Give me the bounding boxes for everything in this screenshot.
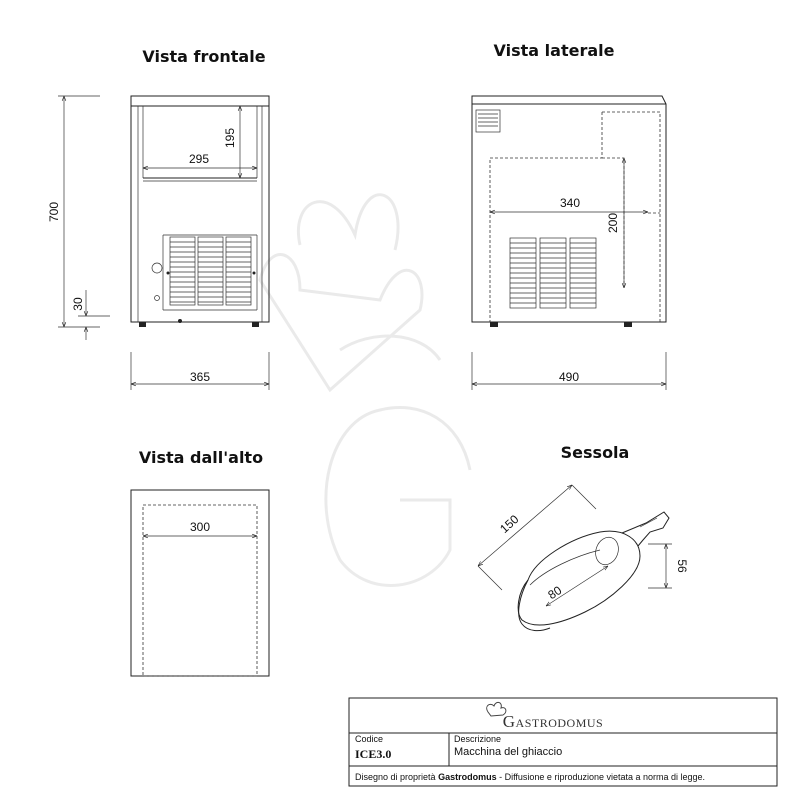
footer-prefix: Disegno di proprietà	[355, 772, 439, 782]
description-value: Macchina del ghiaccio	[454, 746, 563, 758]
footer-brand: Gastrodomus	[438, 772, 497, 782]
side-top-vent	[476, 110, 500, 132]
scoop-handle-width-label: 56	[675, 559, 689, 573]
gastrodomus-watermark-icon	[260, 195, 470, 586]
top-inner-width-label: 300	[189, 520, 211, 534]
front-view-title: Vista frontale	[142, 47, 266, 66]
front-total-width-label: 365	[189, 370, 211, 384]
code-value: ICE3.0	[355, 747, 392, 761]
front-feet-height-label: 30	[71, 297, 85, 311]
side-view-drawing	[472, 96, 666, 327]
side-inner-depth-label: 340	[559, 196, 581, 210]
footer-suffix: - Diffusione e riproduzione vietata a norma di legge.	[496, 772, 706, 782]
front-view-drawing	[131, 96, 269, 327]
scoop-mouth-label: 80	[545, 583, 565, 603]
top-view-drawing	[131, 490, 269, 676]
front-knob-icon	[152, 263, 162, 273]
front-inner-width-label: 295	[188, 152, 210, 166]
side-vent-grille	[510, 238, 596, 308]
side-total-depth-label: 490	[558, 370, 580, 384]
top-view-title: Vista dall'alto	[138, 448, 264, 467]
side-dimensions	[472, 158, 666, 390]
side-inner-height-label: 200	[606, 212, 620, 234]
scoop-drawing	[518, 512, 669, 631]
scoop-length-label: 150	[497, 512, 522, 536]
scoop-title: Sessola	[560, 443, 630, 462]
front-total-height-label: 700	[47, 201, 61, 223]
scoop-dimensions	[478, 485, 672, 606]
front-dimensions	[58, 96, 269, 390]
side-view-title: Vista laterale	[493, 41, 615, 60]
title-block-footer	[355, 772, 705, 782]
code-label: Codice	[355, 734, 384, 744]
front-inner-height-label: 195	[223, 127, 237, 149]
front-vent-grille	[170, 237, 251, 305]
description-label: Descrizione	[454, 734, 502, 744]
title-block-brand: Gastrodomus	[502, 712, 604, 731]
